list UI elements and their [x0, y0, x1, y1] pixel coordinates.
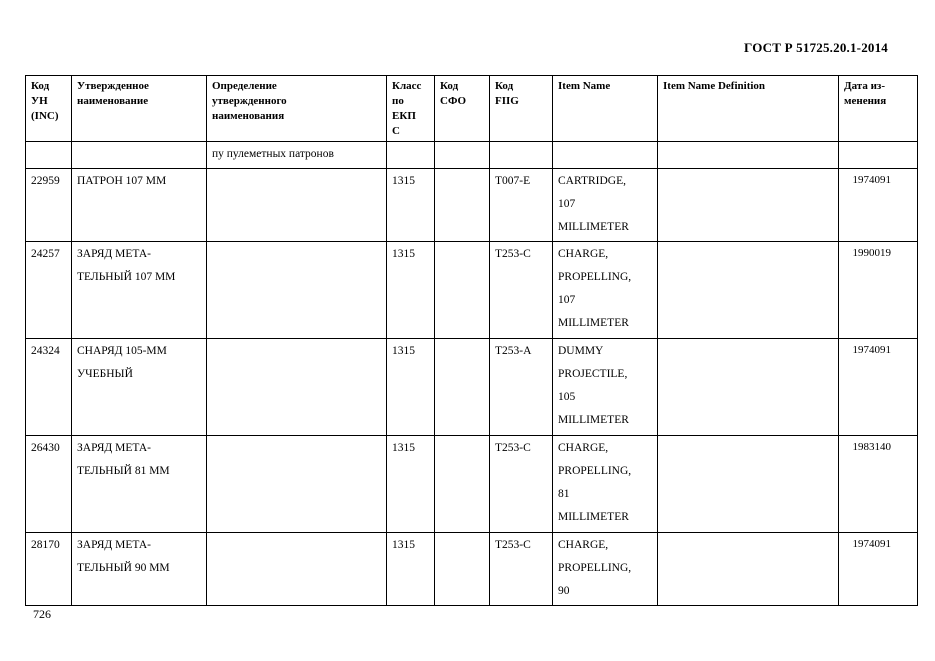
- approved-name-cell: ЗАРЯД МЕТА- ТЕЛЬНЫЙ 81 ММ: [72, 436, 207, 533]
- inc-cell: 24257: [26, 242, 72, 339]
- inc-cell: 28170: [26, 533, 72, 606]
- change-date-cell: 1990019: [839, 242, 918, 339]
- standard-designation: ГОСТ Р 51725.20.1-2014: [744, 40, 888, 55]
- item-name-definition-cell: [658, 242, 839, 339]
- sfo-cell: [435, 169, 490, 242]
- item-name-cell: CHARGE, PROPELLING, 107 MILLIMETER: [553, 242, 658, 339]
- table-row: [26, 169, 918, 242]
- col-header-change-date: Дата из- менения: [839, 76, 918, 142]
- class-cell: 1315: [387, 533, 435, 606]
- change-date-cell: 1974091: [839, 169, 918, 242]
- col-header-item-name-definition: Item Name Definition: [658, 76, 839, 142]
- fiig-cell: T007-E: [490, 169, 553, 242]
- fiig-cell: T253-C: [490, 242, 553, 339]
- col-header-definition: Определение утвержденного наименования: [207, 76, 387, 142]
- header-row: [26, 76, 918, 142]
- change-date-cell: 1983140: [839, 436, 918, 533]
- sfo-cell: [435, 533, 490, 606]
- fiig-cell: T253-A: [490, 339, 553, 436]
- sfo-cell: [435, 436, 490, 533]
- table-cell: [387, 142, 435, 169]
- definition-cell: [207, 533, 387, 606]
- page-number: 726: [33, 607, 51, 621]
- col-header-inc: Код УН (INC): [26, 76, 72, 142]
- inc-cell: 24324: [26, 339, 72, 436]
- definition-cell: [207, 436, 387, 533]
- change-date-cell: 1974091: [839, 533, 918, 606]
- item-name-cell: CHARGE, PROPELLING, 81 MILLIMETER: [553, 436, 658, 533]
- item-name-definition-cell: [658, 436, 839, 533]
- inc-cell: 22959: [26, 169, 72, 242]
- item-name-cell: DUMMY PROJECTILE, 105 MILLIMETER: [553, 339, 658, 436]
- approved-name-cell: СНАРЯД 105-ММ УЧЕБНЫЙ: [72, 339, 207, 436]
- approved-name-cell: ЗАРЯД МЕТА- ТЕЛЬНЫЙ 107 ММ: [72, 242, 207, 339]
- definition-cell: [207, 242, 387, 339]
- inc-cell: 26430: [26, 436, 72, 533]
- class-cell: 1315: [387, 436, 435, 533]
- table-cell: [490, 142, 553, 169]
- table-row: [26, 436, 918, 533]
- table-row: [26, 242, 918, 339]
- col-header-class: Класс по ЕКП С: [387, 76, 435, 142]
- sfo-cell: [435, 339, 490, 436]
- class-cell: 1315: [387, 169, 435, 242]
- class-cell: 1315: [387, 339, 435, 436]
- table-cell: [72, 142, 207, 169]
- table-cell: [435, 142, 490, 169]
- table-row: [26, 533, 918, 606]
- items-table: [25, 75, 918, 606]
- col-header-sfo: Код СФО: [435, 76, 490, 142]
- change-date-cell: 1974091: [839, 339, 918, 436]
- item-name-definition-cell: [658, 339, 839, 436]
- table-cell: [839, 142, 918, 169]
- fiig-cell: T253-C: [490, 533, 553, 606]
- table-row: [26, 339, 918, 436]
- definition-cell: [207, 339, 387, 436]
- table-cell: [26, 142, 72, 169]
- definition-cell: [207, 169, 387, 242]
- table-cell: [553, 142, 658, 169]
- continuation-row: [26, 142, 918, 169]
- continuation-text: пу пулеметных патронов: [207, 142, 387, 169]
- col-header-item-name: Item Name: [553, 76, 658, 142]
- item-name-definition-cell: [658, 533, 839, 606]
- approved-name-cell: ПАТРОН 107 ММ: [72, 169, 207, 242]
- class-cell: 1315: [387, 242, 435, 339]
- item-name-cell: CHARGE, PROPELLING, 90: [553, 533, 658, 606]
- item-name-cell: CARTRIDGE, 107 MILLIMETER: [553, 169, 658, 242]
- approved-name-cell: ЗАРЯД МЕТА- ТЕЛЬНЫЙ 90 ММ: [72, 533, 207, 606]
- item-name-definition-cell: [658, 169, 839, 242]
- fiig-cell: T253-C: [490, 436, 553, 533]
- col-header-approved-name: Утвержденное наименование: [72, 76, 207, 142]
- col-header-fiig: Код FIIG: [490, 76, 553, 142]
- table-cell: [658, 142, 839, 169]
- sfo-cell: [435, 242, 490, 339]
